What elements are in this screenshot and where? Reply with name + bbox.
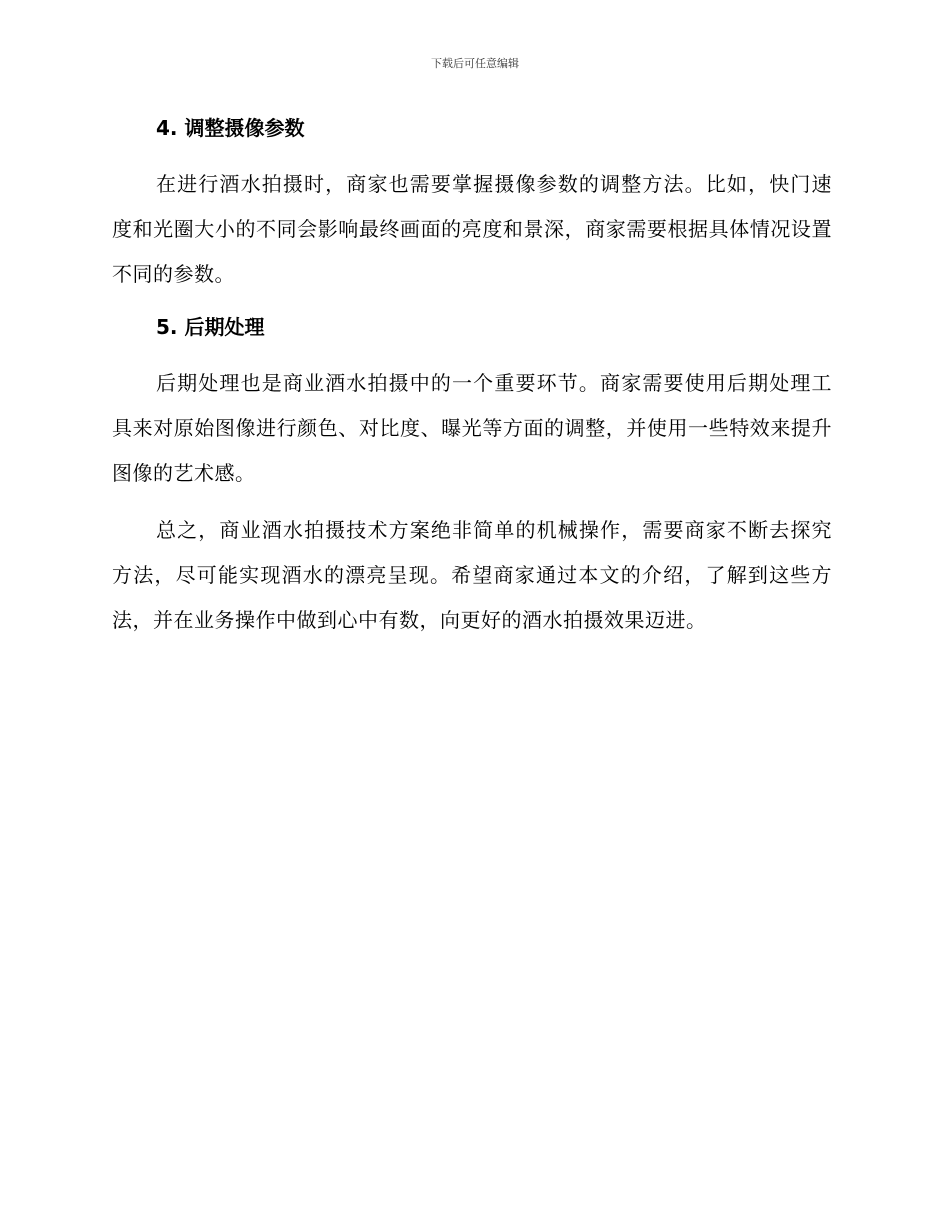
page-header: 下载后可任意编辑	[431, 57, 519, 70]
section-paragraph-post-processing: 后期处理也是商业酒水拍摄中的一个重要环节。商家需要使用后期处理工具来对原始图像进行颜色、对比度、曝光等方面的调整，并使用一些特效来提升图像的艺术感。	[112, 371, 832, 485]
section-paragraph-camera-params: 在进行酒水拍摄时，商家也需要掌握摄像参数的调整方法。比如，快门速度和光圈大小的不同会影响最终画面的亮度和景深，商家需要根据具体情况设置不同的参数。	[112, 172, 832, 286]
section-heading-post-processing: 5. 后期处理	[156, 315, 265, 339]
conclusion-paragraph: 总之，商业酒水拍摄技术方案绝非简单的机械操作，需要商家不断去探究方法，尽可能实现酒水的漂亮呈现。希望商家通过本文的介绍，了解到这些方法，并在业务操作中做到心中有数，向更好的酒水拍摄效果迈进。	[112, 518, 832, 632]
section-heading-camera-params: 4. 调整摄像参数	[156, 116, 305, 140]
document-body	[112, 112, 832, 643]
